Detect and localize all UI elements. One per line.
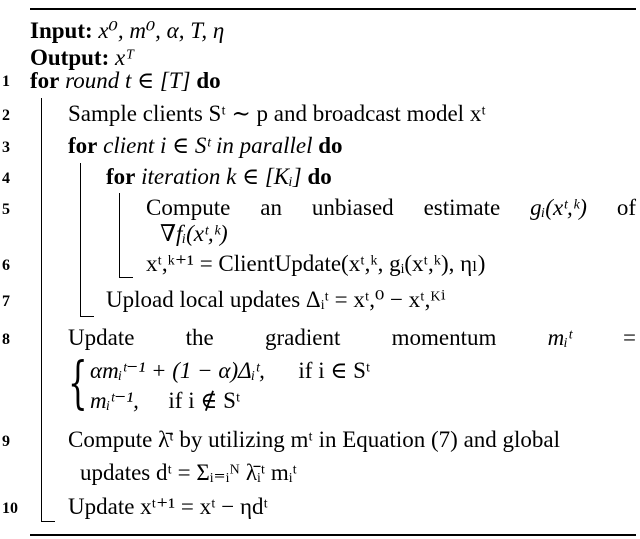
algo-line-7: Upload local updates Δᵢᵗ = xᵗ,⁰ − xᵗ,ᴷⁱ bbox=[106, 287, 446, 312]
line-number: 7 bbox=[2, 293, 10, 310]
algo-line-3: for client i ∈ Sᵗ in parallel do bbox=[68, 133, 343, 158]
line-number: 5 bbox=[2, 201, 10, 218]
algo-line-1: for round t ∈ [T] do bbox=[30, 68, 221, 93]
line-number: 8 bbox=[2, 331, 10, 348]
algo-line-6: xᵗ,ᵏ⁺¹ = ClientUpdate(xᵗ,ᵏ, gᵢ(xᵗ,ᵏ), ηₗ) bbox=[146, 251, 486, 276]
line-number: 3 bbox=[2, 139, 10, 156]
for-client-guide-foot bbox=[80, 316, 94, 317]
algo-line-9: Compute λ̄ᵗ by utilizing mᵗ in Equation (7) and global bbox=[68, 427, 561, 452]
algo-line-8: Update the gradient momentum mᵢᵗ = bbox=[68, 325, 636, 350]
algo-line-5-cont: ∇fᵢ(xᵗ,ᵏ) bbox=[160, 221, 228, 246]
bottom-rule bbox=[30, 534, 636, 536]
algo-line-4: for iteration k ∈ [Kᵢ] do bbox=[106, 164, 332, 189]
output-var: xᵀ bbox=[115, 45, 135, 70]
line-number: 6 bbox=[2, 257, 10, 274]
output-label: Output: bbox=[30, 45, 110, 70]
algo-line-9-cont: updates dᵗ = Σᵢ₌ᵢᴺ λ̄ᵢᵗ mᵢᵗ bbox=[80, 460, 297, 485]
line-number: 4 bbox=[2, 170, 10, 187]
algo-line-10: Update xᵗ⁺¹ = xᵗ − ηdᵗ bbox=[68, 494, 268, 519]
case-2: mᵢᵗ⁻¹, if i ∉ Sᵗ bbox=[90, 388, 241, 413]
line-number: 2 bbox=[2, 107, 10, 124]
line-number: 1 bbox=[2, 73, 10, 90]
top-rule bbox=[30, 8, 636, 10]
for-round-guide bbox=[41, 98, 42, 522]
algo-line-2: Sample clients Sᵗ ∼ p and broadcast model xᵗ bbox=[68, 101, 486, 126]
case-1: αmᵢᵗ⁻¹ + (1 − α)Δᵢᵗ, if i ∈ Sᵗ bbox=[90, 358, 371, 383]
line-number: 10 bbox=[2, 500, 18, 517]
for-client-guide bbox=[80, 163, 81, 317]
input-label: Input: bbox=[30, 18, 93, 43]
for-iteration-guide-foot bbox=[119, 277, 133, 278]
input-vars: x⁰, m⁰, α, T, η bbox=[98, 18, 225, 43]
for-round-guide-foot bbox=[41, 521, 55, 522]
cases-brace: { bbox=[68, 351, 88, 416]
algo-line-5: Compute an unbiased estimate gᵢ(xᵗ,ᵏ) of bbox=[146, 195, 636, 220]
for-iteration-guide bbox=[119, 193, 120, 278]
line-number: 9 bbox=[2, 433, 10, 450]
input-line bbox=[30, 18, 224, 44]
